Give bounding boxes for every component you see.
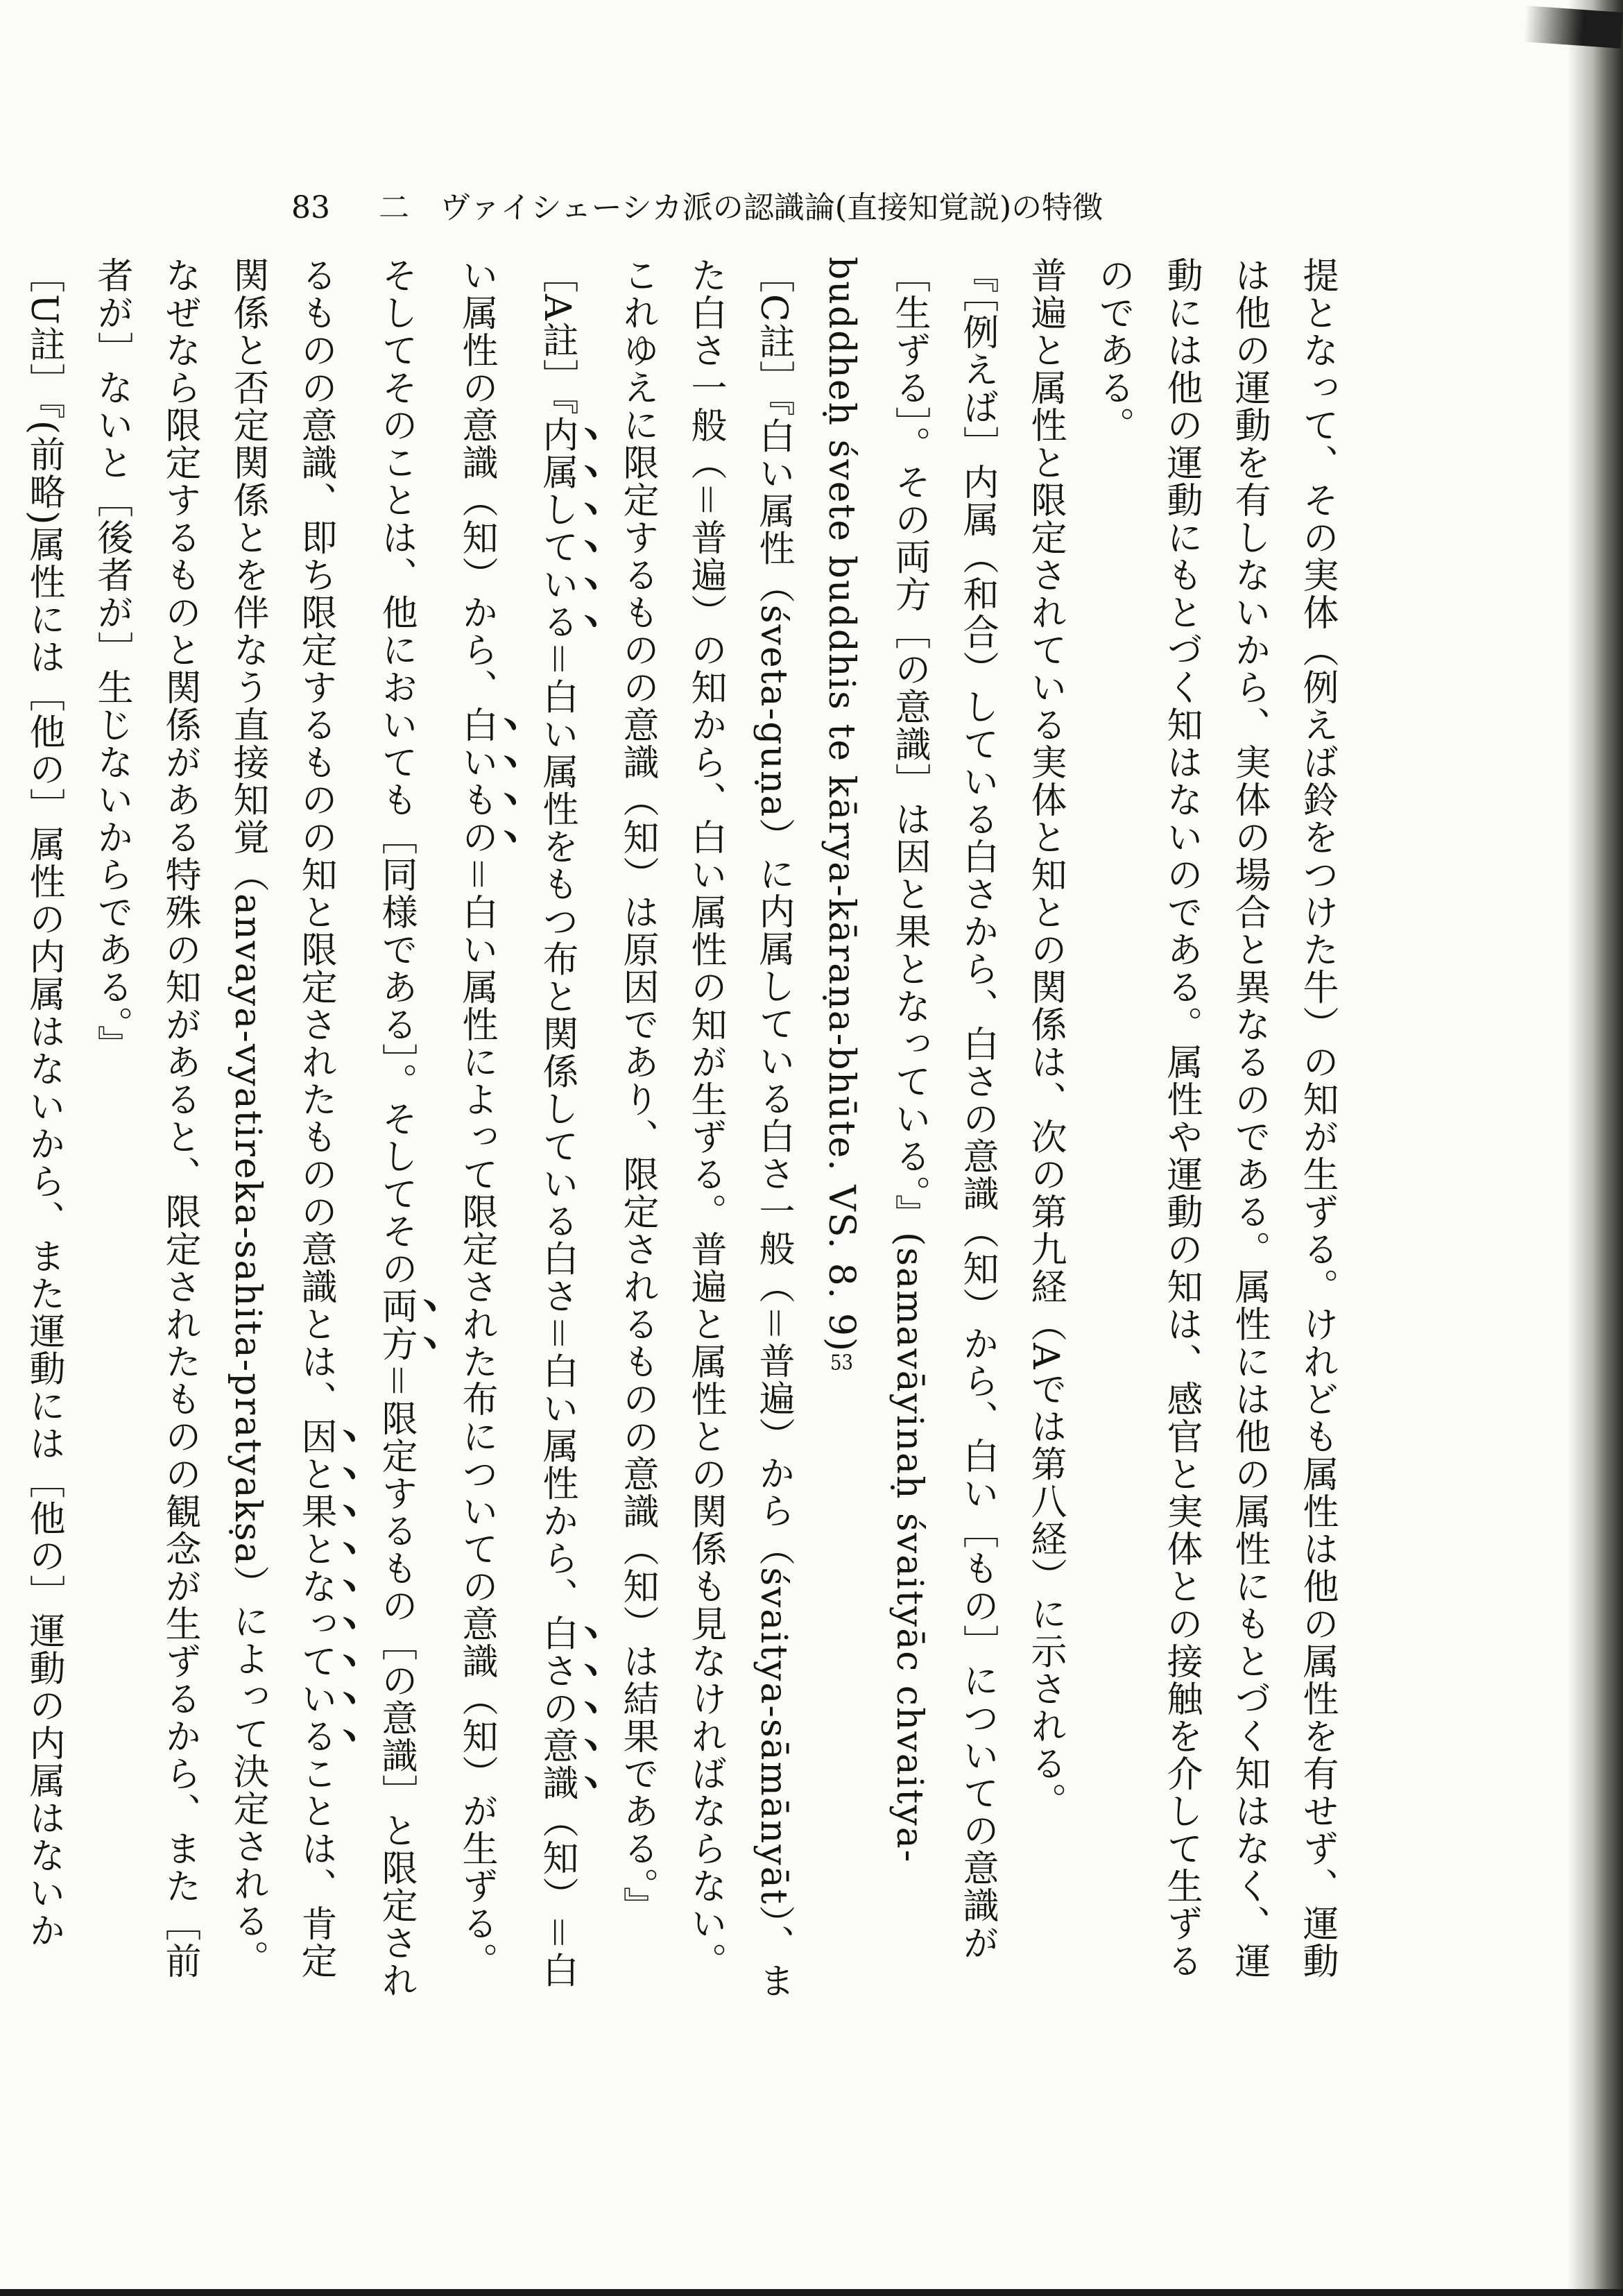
a-comm-part: （知）＝白い属性の意識（知）から、 [456,257,578,1989]
chapter-title: 二 ヴァイシェーシカ派の認識論(直接知覚説)の特徴 [379,190,1104,225]
a-comm-part: ＝白い属性をもつ布と関係している白さ＝白い属性から、 [536,640,578,1615]
a-comm-emphasis: 白いもの [456,706,497,856]
a-comm-part: ことは、肯定関係と否定関係とを伴なう直接知覚（anvaya-vyatireka-sahita-pratyakṣa）によって決定される。なぜなら限定するものと関係がある特殊の知があると、限定されたものの観念が生ずるから、また［前者が］ないと［後者が］生じないからである。』 [91,257,336,1980]
scan-edge-shadow [1568,0,1623,2296]
paragraph-ninth-sutra-intro: 普遍と属性と限定されている実体と知との関係は、次の第九経（Aでは第八経）に示される。 [1024,257,1066,1820]
paragraph-continuation: 提となって、その実体（例えば鈴をつけた牛）の知が生ずる。けれども属性は他の属性を有せず、運動は他の運動を有しないから、実体の場合と異なるのである。属性には他の属性にもとづく知はなく、運動には他の運動にもとづく知はないのである。属性や運動の知は、感官と実体との接触を介して生ずるのである。 [1092,257,1338,1980]
a-comm-emphasis: 白さの意識 [536,1614,578,1802]
a-comm-emphasis: 両方 [375,1287,417,1362]
paragraph-u-commentary: ［U註］『(前略)属性には［他の］属性の内属はないから、また運動には［他の］運動の内属はないか [23,257,65,1950]
a-comm-part: ＝限定するもの［の意識］と限定されるものの意識、即ち限定するものの知と限定されたものの意識とは、 [295,257,417,2000]
paragraph-c-commentary: ［C註］『白い属性（śveta-guṇa）に内属している白さ一般（＝普遍）から（śvaitya-sāmānyāt）、また白さ一般（＝普遍）の知から、白い属性の知が生ずる。普遍と属性との関係も見なければならない。これゆえに限定するものの意識（知）は原因であり、限定されるものの意識（知）は結果である。』 [617,257,794,2000]
a-comm-emphasis: 内属している [536,415,578,641]
scan-bottom-edge [0,2289,1623,2296]
running-header [291,187,1401,229]
a-comm-part: ［A註］『 [536,257,578,416]
vertical-body-text [23,257,1351,2005]
paragraph-a-commentary [78,257,603,2005]
sutra-text: 『［例えば］内属（和合）している白さから、白さの意識（知）から、白い［もの］についての意識が［生ずる］。その両方［の意識］は因と果となっている。』(samavāyinaḥ śvaityāc chvaitya-buddheḥ śvete buddhis te kārya-kāraṇa-bhūte. VS. 8. 9) [821,257,998,1962]
page-number: 83 [291,190,330,225]
a-comm-emphasis: 因と果となっている [295,1418,336,1755]
scan-edge-mark [1524,6,1623,49]
paragraph-sutra-quote [807,257,1011,2005]
a-comm-part: ＝白い属性によって限定された布についての意識（知）が生ずる。そしてそのことは、他においても［同様である］。そしてその [375,257,497,1980]
footnote-ref: 53 [830,1353,853,1374]
